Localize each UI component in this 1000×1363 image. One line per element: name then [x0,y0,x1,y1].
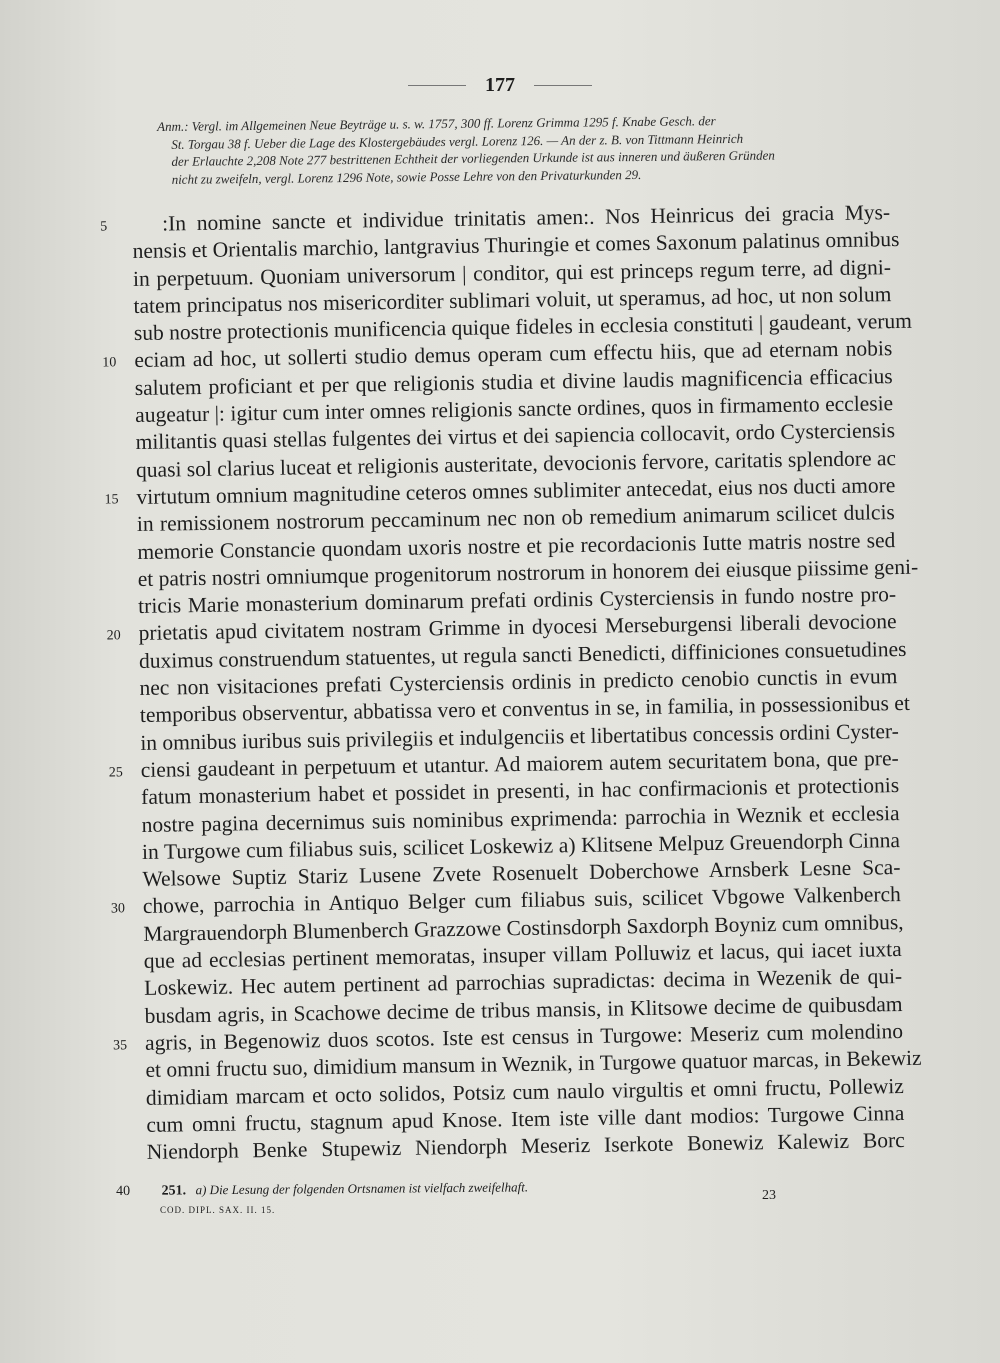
annotation-line: der Erlauchte 2,208 Note 277 bestrittenen Echtheit der vorliegenden Urkunde ist aus inneren und äußeren Gründen [171,147,775,169]
line-number: 15 [104,492,119,508]
line-text: tricis Marie monasterium dominarum prefati ordinis Cysterciensis in fundo nostre pro- [138,582,897,619]
charter-text [70,199,922,1167]
line-number: 10 [102,355,117,371]
header-rule-right [534,85,592,86]
page-header [0,74,1000,97]
line-text: cum omni fructu, stagnum apud Knose. Item iste ville dant modios: Turgowe Cinna [146,1100,905,1137]
line-text: nec non visitaciones prefati Cysterciensis ordinis in predicto cenobio cunctis in evum [139,664,898,701]
line-text: :In nomine sancte et individue trinitatis amen:. Nos Heinricus dei gracia Mys- [162,200,891,236]
line-text: augeatur |: igitur cum inter omnes religionis sancte ordines, quos in firmamento ecclesie [135,391,894,428]
line-number: 30 [110,901,126,917]
line-text: dimidiam marcam et octo solidos, Potsiz cum naulo virgultis et omni fructu, Pollewiz [145,1073,905,1110]
footnote-text: a) Die Lesung der folgenden Ortsnamen ist vielfach zweifelhaft. [195,1179,529,1198]
line-number: 35 [112,1038,128,1054]
line-text: Loskewiz. Hec autem pertinent ad parrochias supradictas: decima in Wezenik de qui- [144,964,903,1001]
line-text: Welsowe Suptiz Stariz Lusene Zvete Rosenuelt Doberchowe Arnsberk Lesne Sca- [142,855,901,892]
line-text: et omni fructu suo, dimidium mansum in Weznik, in Turgowe quatuor marcas, in Bekewiz [145,1045,922,1083]
annotation-line: nicht zu zweifeln, vergl. Lorenz 1296 Note, sowie Posse Lehre von den Privaturkunden 29. [171,166,642,187]
line-number: 20 [106,628,121,644]
line-text: prietatis apud civitatem nostram Grimme in dyocesi Merseburgensi liberali devocione [138,609,897,646]
annotation-line: St. Torgau 38 f. Ueber die Lage des Klostergebäudes vergl. Lorenz 126. — An der z. B. von Tittmann Heinrich [171,130,744,152]
sheet-number: 23 [762,1188,776,1203]
line-text: nensis et Orientalis marchio, lantgravius Thuringie et comes Saxonum palatinus omnibus [132,227,900,264]
line-text: fatum monasterium habet et possidet in presenti, in hac confirmacionis et protectionis [141,773,900,810]
line-text: in omnibus iuribus suis privilegiis et indulgenciis et libertatibus concessis ordini Cyster- [140,718,900,755]
page-number: 177 [485,74,515,96]
line-text: que ad ecclesias pertinent memoratas, insuper villam Polluwiz et lacus, qui iacet iuxta [143,937,902,973]
line-text: tatem principatus nos misericorditer sublimari voluit, ut speramus, ad hoc, ut non solum [133,282,892,318]
line-text: agris, in Begenowiz duos scotos. Iste est census in Turgowe: Meseriz cum molendino [144,1018,904,1055]
document-number: 251. [161,1183,187,1199]
line-text: eciam ad hoc, ut sollerti studio demus operam cum effectu hiis, que ad eternam nobis [134,336,893,373]
line-text: duximus construendum statuentes, ut regula sancti Benedicti, diffiniciones consuetudines [138,636,907,673]
line-number: 25 [108,765,123,781]
line-text: Margrauendorph Blumenberch Grazzowe Costinsdorph Saxdorph Boyniz cum omnibus, [143,909,904,946]
footnote-line-number: 40 [116,1183,131,1199]
header-rule-left [408,85,466,86]
line-text: et patris nostri omniumque progenitorum nostrorum in honorem dei eiusque piissime geni- [137,554,919,591]
line-text: nostre pagina decernimus suis nominibus exprimenda: parrochia in Weznik et ecclesia [141,800,900,837]
annotation-line: Anm.: Vergl. im Allgemeinen Neue Beyträge u. s. w. 1757, 300 ff. Lorenz Grimma 1295 f. Knabe Gesch. der [157,113,716,134]
line-text: virtutum omnium magnitudine ceteros omnes sublimiter antecedat, eius nos ducti amore [136,473,896,509]
line-text: militantis quasi stellas fulgentes dei virtus et dei sapiencia collocavit, ordo Cysterciensis [135,418,896,455]
line-text: Niendorph Benke Stupewiz Niendorph Meseriz Iserkote Bonewiz Kalewiz Borc [146,1128,905,1165]
line-text: sub nostre protectionis munificencia quique fideles in ecclesia constituti | gaudeant, verum [133,308,913,346]
line-text: temporibus observentur, abbatissa vero et conventus in se, in familia, in possessionibus et [139,691,911,728]
codex-signature: COD. DIPL. SAX. II. 15. [160,1205,276,1215]
line-text: salutem proficiant et per que religionis studia et divine laudis magnificencia efficacius [134,363,893,400]
line-text: in remissionem nostrorum peccaminum nec non ob remedium animarum scilicet dulcis [136,500,896,537]
footnote [116,1177,806,1200]
annotation-block [157,110,886,188]
line-text: in perpetuum. Quoniam universorum | conditor, qui est princeps regum terre, ad digni- [132,254,892,291]
line-text: busdam agris, in Scachowe decime de tribus mansis, in Klitsowe decime de quibusdam [144,991,903,1028]
line-text: chowe, parrochia in Antiquo Belger cum filiabus suis, scilicet Vbgowe Valkenberch [142,882,902,919]
line-text: in Turgowe cum filiabus suis, scilicet Loskewiz a) Klitsene Melpuz Greuendorph Cinna [141,827,901,864]
line-text: memorie Constancie quondam uxoris nostre et pie recordacionis Iutte matris nostre sed [137,527,896,564]
line-text: quasi sol clarius luceat et religionis austeritate, devocionis fervore, caritatis splendore ac [135,445,897,482]
line-number: 5 [100,219,108,235]
line-text: ciensi gaudeant in perpetuum et utantur. Ad maiorem autem securitatem bona, que pre- [140,745,899,782]
